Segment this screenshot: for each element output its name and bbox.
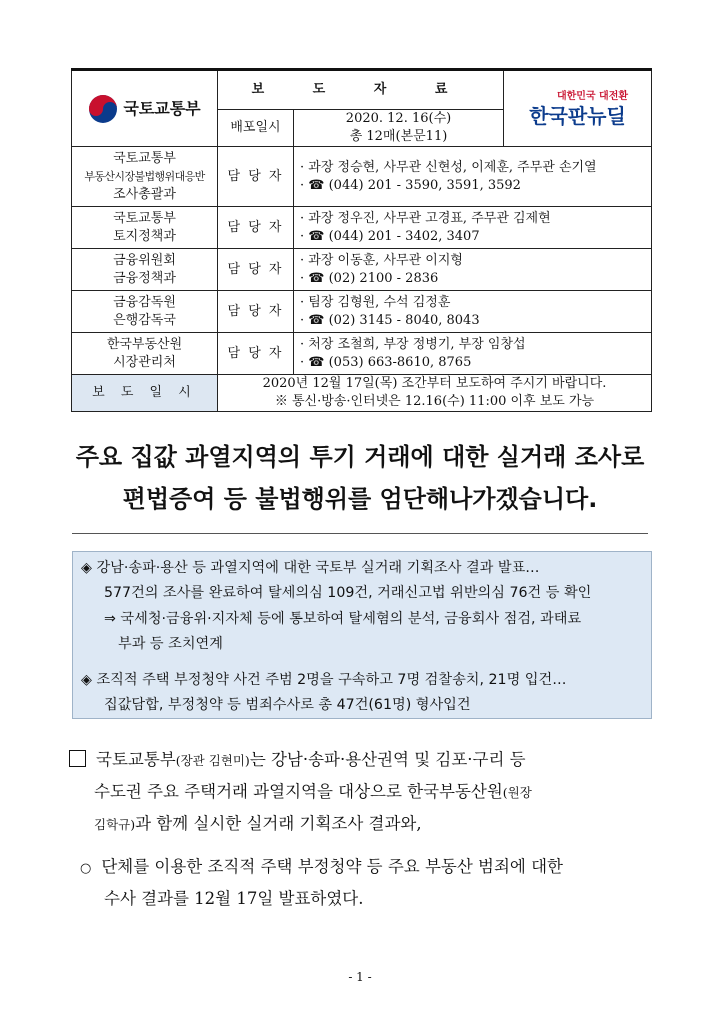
summary-text: 국세청·금융위·지자체 등에 통보하여 탈세혐의 분석, 금융회사 점검, 과태료	[120, 611, 582, 627]
contact-info	[294, 249, 652, 291]
distribution-pages: 총 12매(본문11)	[349, 129, 448, 144]
contact-names: · 과장 정승현, 사무관 신현성, 이제훈, 주무관 손기열	[300, 159, 597, 175]
contact-role: 담 당 자	[218, 291, 294, 333]
contact-dept	[72, 249, 218, 291]
contact-phone: (02) 3145 - 8040, 8043	[328, 312, 480, 328]
contact-info	[294, 333, 652, 375]
dept-line: 국토교통부	[113, 150, 176, 166]
contact-role: 담 당 자	[218, 147, 294, 207]
dept-line: 시장관리처	[113, 354, 176, 370]
press-header-table	[71, 68, 652, 412]
body-paragraph-1-line-3	[94, 809, 422, 840]
body-paragraph-2-line-1	[80, 852, 563, 884]
summary-arrow-item	[104, 608, 581, 628]
contact-phone-line: · ☎ (02) 3145 - 8040, 8043	[300, 312, 480, 328]
dept-line: 부동산시장불법행위대응반	[84, 169, 205, 183]
summary-box	[72, 551, 652, 719]
body-text: 수도권 주요 주택거래 과열지역을 대상으로 한국부동산원	[94, 782, 503, 801]
contact-dept	[72, 147, 218, 207]
distribution-info	[294, 110, 504, 147]
page-number: - 1 -	[348, 970, 372, 984]
dept-line: 조사총괄과	[113, 186, 176, 202]
release-info	[218, 375, 652, 412]
release-label: 보 도 일 시	[72, 375, 218, 412]
summary-text: 조직적 주택 부정청약 사건 주범 2명을 구속하고 7명 검찰송치, 21명 입건…	[96, 672, 567, 688]
taegeuk-logo-icon	[88, 94, 118, 124]
body-text: (장관 김현미)	[175, 753, 250, 768]
summary-text: 부과 등 조치연계	[118, 636, 223, 652]
contact-dept	[72, 333, 218, 375]
contact-info	[294, 207, 652, 249]
contact-phone-line: · ☎ (053) 663-8610, 8765	[300, 354, 472, 370]
contact-row	[72, 291, 652, 333]
body-text: 는 강남·송파·용산권역 및 김포·구리 등	[249, 750, 526, 769]
new-deal-logo: 한국판뉴딜	[529, 103, 626, 128]
ministry-logo-cell	[72, 70, 218, 147]
diamond-bullet-icon: ◈	[81, 560, 92, 576]
phone-icon: ☎	[308, 354, 325, 370]
contact-phone-line: · ☎ (02) 2100 - 2836	[300, 270, 439, 286]
dept-line: 금융위원회	[113, 252, 176, 268]
contact-phone-line: · ☎ (044) 201 - 3402, 3407	[300, 228, 480, 244]
body-paragraph-1-line-2	[94, 777, 532, 808]
contact-role: 담 당 자	[218, 207, 294, 249]
distribution-date: 2020. 12. 16(수)	[345, 111, 452, 126]
body-paragraph-2-line-2: 수사 결과를 12월 17일 발표하였다.	[104, 889, 364, 908]
press-release-title: 보 도 자 료	[218, 70, 504, 110]
dept-line: 금융정책과	[113, 270, 176, 286]
dept-line: 은행감독국	[113, 312, 176, 328]
slogan-top: 대한민국 대전환	[556, 90, 629, 102]
summary-text: 강남·송파·용산 등 과열지역에 대한 국토부 실거래 기획조사 결과 발표…	[96, 560, 540, 576]
contact-phone-line: · ☎ (044) 201 - 3590, 3591, 3592	[300, 177, 521, 193]
body-text: (원장	[502, 785, 532, 800]
headline-line-2: 편법증여 등 불법행위를 엄단해나가겠습니다.	[122, 485, 598, 513]
release-row	[72, 375, 652, 412]
phone-icon: ☎	[308, 177, 325, 193]
contact-info	[294, 291, 652, 333]
contact-row	[72, 147, 652, 207]
contact-row	[72, 333, 652, 375]
body-paragraph-1-line-1	[69, 745, 526, 776]
contact-dept	[72, 207, 218, 249]
dept-line: 국토교통부	[113, 210, 176, 226]
dept-line: 금융감독원	[113, 294, 176, 310]
headline-divider	[72, 533, 648, 534]
contact-names: · 팀장 김형원, 수석 김정훈	[300, 294, 451, 310]
new-deal-logo-cell	[504, 70, 652, 147]
body-text: 과 함께 실시한 실거래 기획조사 결과와,	[135, 814, 422, 833]
release-line-1: 2020년 12월 17일(목) 조간부터 보도하여 주시기 바랍니다.	[262, 376, 607, 391]
summary-text: 577건의 조사를 완료하여 탈세의심 109건, 거래신고법 위반의심 76건 등 확인	[104, 585, 592, 601]
square-bullet-icon	[69, 750, 86, 767]
body-text: 김학규)	[94, 817, 136, 832]
summary-text: 집값담합, 부정청약 등 범죄수사로 총 47건(61명) 형사입건	[104, 697, 471, 713]
headline-line-1: 주요 집값 과열지역의 투기 거래에 대한 실거래 조사로	[75, 443, 645, 471]
diamond-bullet-icon: ◈	[81, 672, 92, 688]
summary-bullet-1	[81, 557, 539, 577]
phone-icon: ☎	[308, 270, 325, 286]
body-text: 국토교통부	[96, 750, 176, 769]
summary-bullet-2	[81, 669, 566, 689]
phone-icon: ☎	[308, 228, 325, 244]
contact-row	[72, 207, 652, 249]
circle-bullet-icon: ○	[80, 861, 92, 876]
ministry-name: 국토교통부	[123, 98, 201, 118]
phone-icon: ☎	[308, 312, 325, 328]
arrow-icon: ⇒	[104, 611, 116, 627]
contact-names: · 과장 정우진, 사무관 고경표, 주무관 김제현	[300, 210, 551, 226]
contact-phone: (044) 201 - 3402, 3407	[328, 228, 480, 244]
contact-phone: (02) 2100 - 2836	[328, 270, 439, 286]
distribution-label: 배포일시	[218, 110, 294, 147]
contact-role: 담 당 자	[218, 333, 294, 375]
contact-phone: (053) 663-8610, 8765	[328, 354, 472, 370]
contact-role: 담 당 자	[218, 249, 294, 291]
contact-names: · 과장 이동훈, 사무관 이지형	[300, 252, 463, 268]
contact-phone: (044) 201 - 3590, 3591, 3592	[328, 177, 521, 193]
body-text: 단체를 이용한 조직적 주택 부정청약 등 주요 부동산 범죄에 대한	[101, 857, 563, 876]
contact-row	[72, 249, 652, 291]
dept-line: 토지정책과	[113, 228, 176, 244]
release-line-2: ※ 통신·방송·인터넷은 12.16(수) 11:00 이후 보도 가능	[274, 394, 595, 409]
contact-info	[294, 147, 652, 207]
contact-dept	[72, 291, 218, 333]
dept-line: 한국부동산원	[106, 336, 183, 352]
contact-names: · 처장 조철희, 부장 정병기, 부장 임창섭	[300, 336, 526, 352]
